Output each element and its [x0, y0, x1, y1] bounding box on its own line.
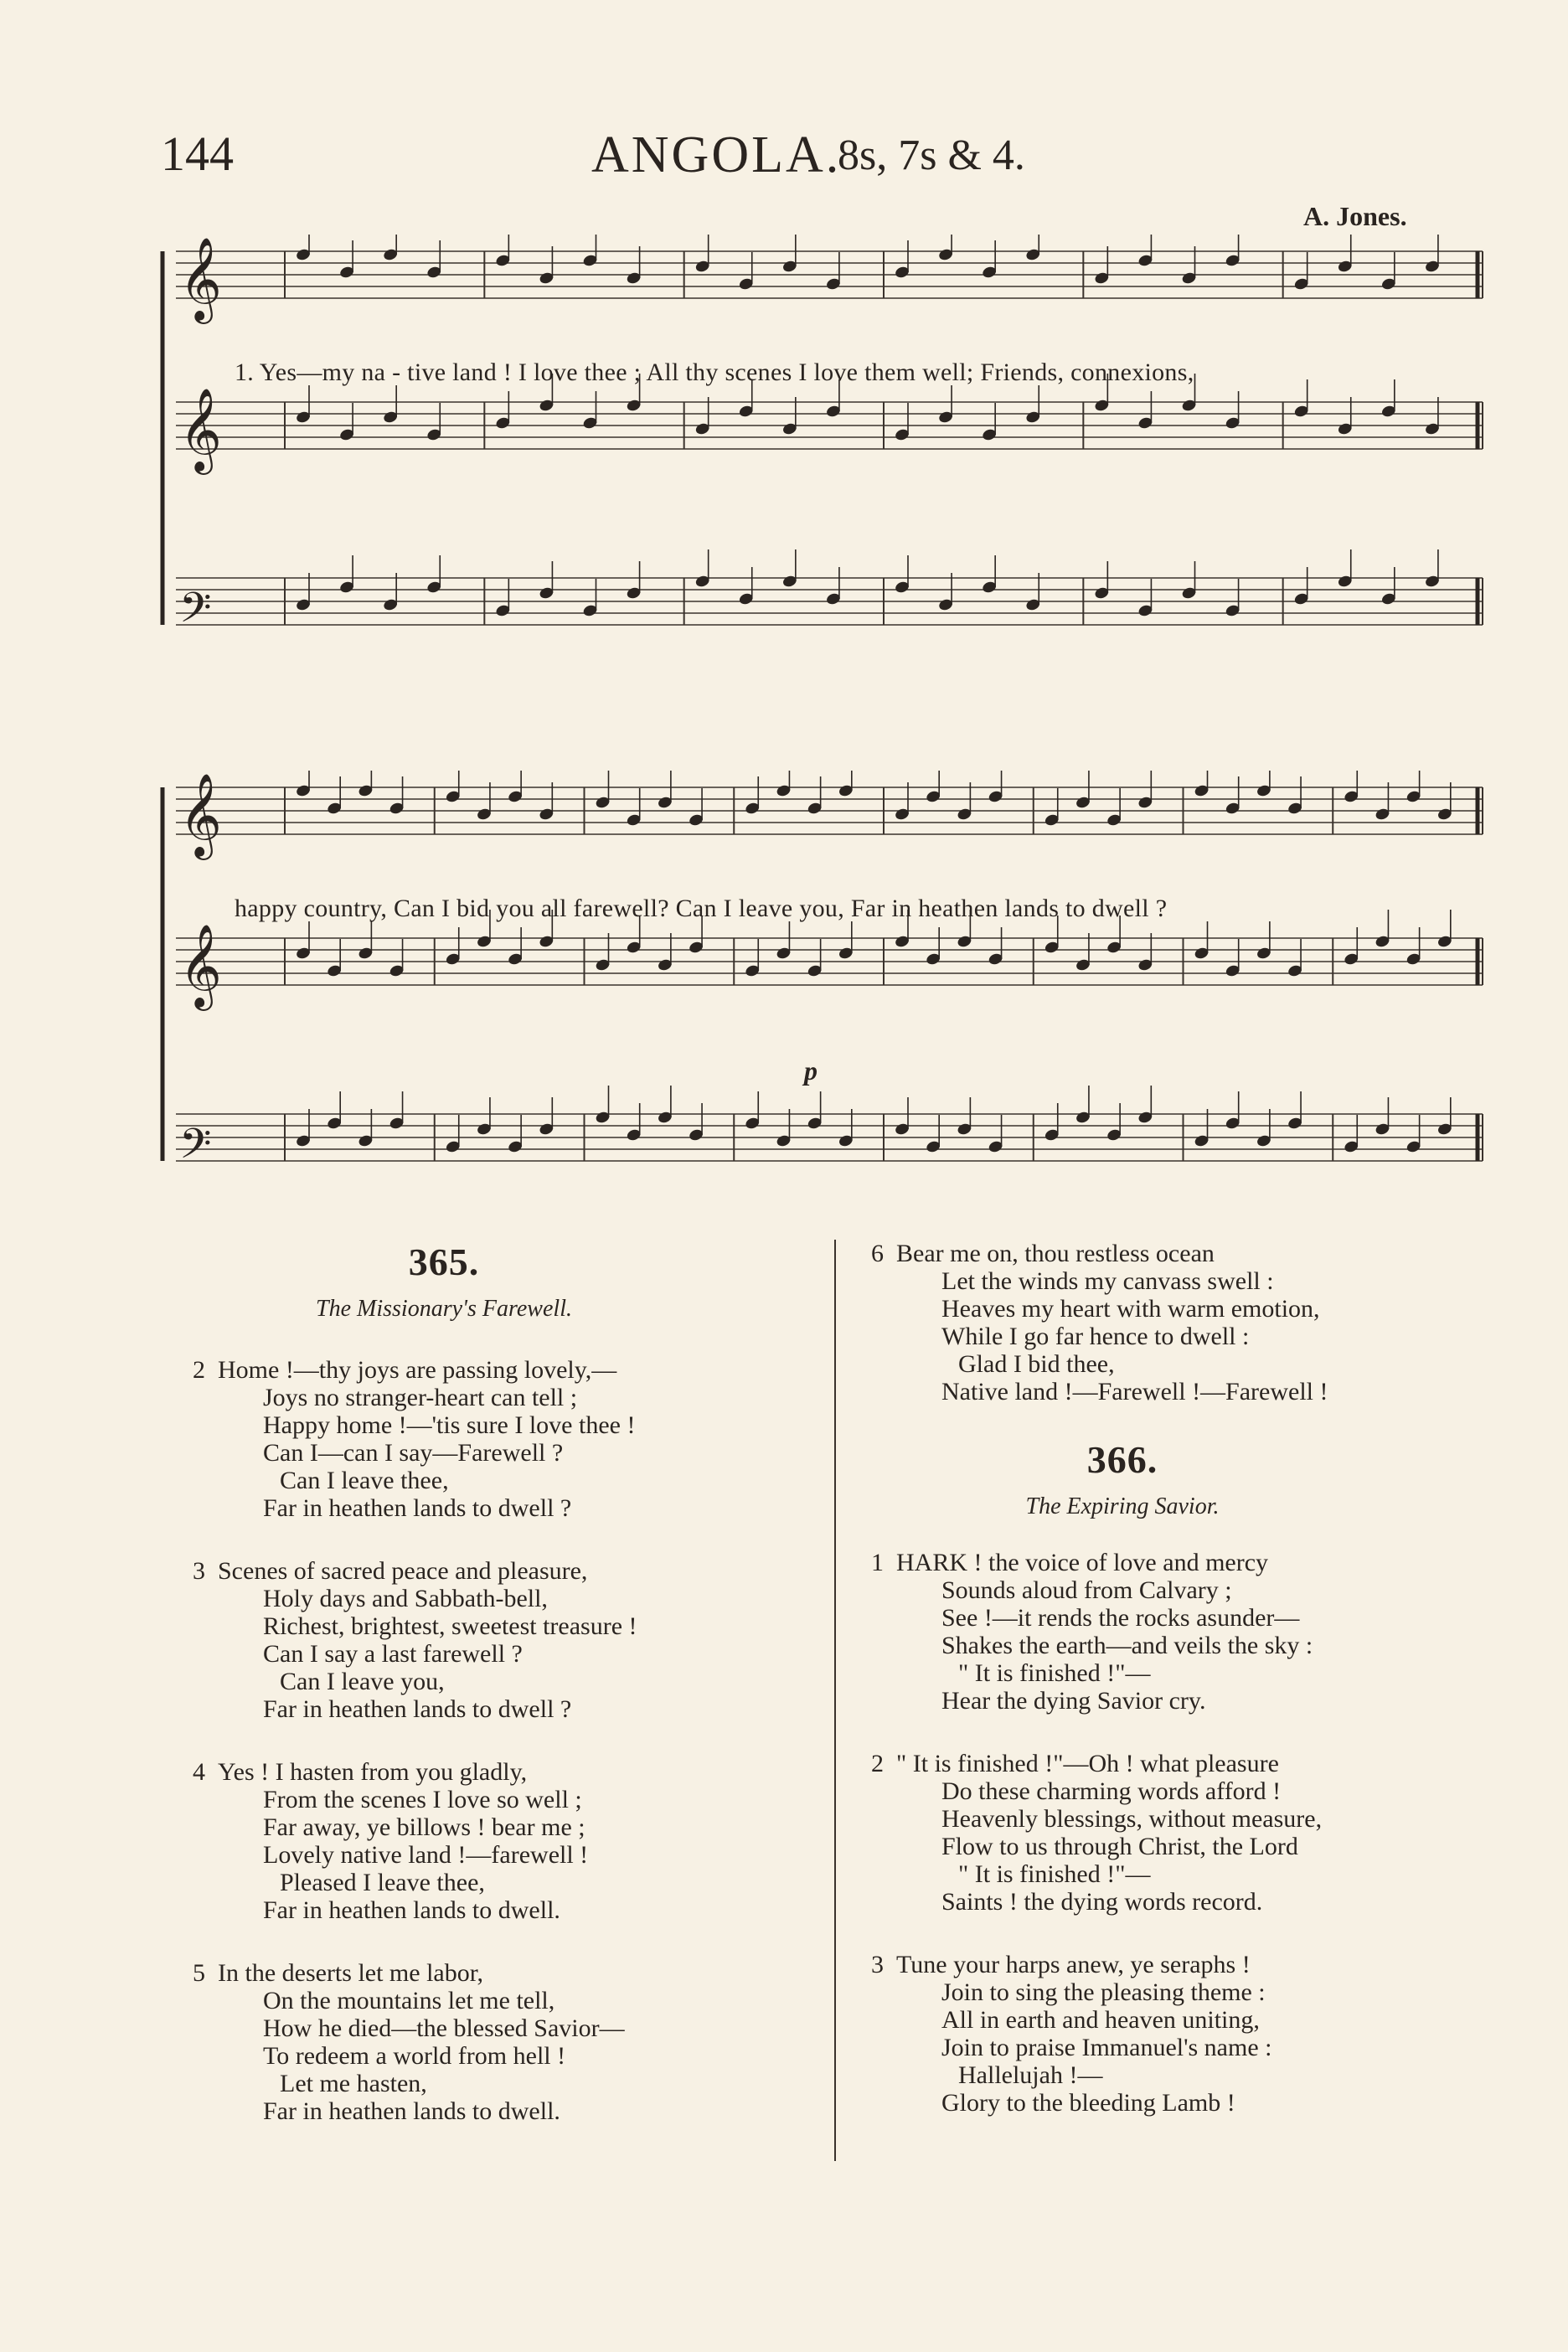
stanza: [193, 1356, 812, 1522]
verse-text: Can I leave you,: [280, 1668, 445, 1695]
page-number: 144: [161, 126, 234, 181]
verse-line: [193, 1786, 812, 1813]
verse-text: Home !—thy joys are passing lovely,—: [218, 1356, 617, 1384]
verse-line: [193, 1841, 812, 1869]
verse-line: [871, 1777, 1491, 1805]
verse-text: Pleased I leave thee,: [280, 1869, 485, 1896]
verse-text: Heavenly blessings, without measure,: [941, 1805, 1323, 1833]
verse-line: [871, 2089, 1491, 2117]
verse-text: Lovely native land !—farewell !: [263, 1841, 589, 1869]
page-header: [0, 126, 1568, 193]
verse-line: [193, 1640, 812, 1668]
verse-text: Join to sing the pleasing theme :: [941, 1978, 1266, 2006]
verse-line: [193, 1695, 812, 1723]
left-column: [193, 1240, 812, 2125]
verse-text: Far away, ye billows ! bear me ;: [263, 1813, 585, 1841]
stanza: [871, 1549, 1491, 1715]
verse-line: [871, 1350, 1491, 1378]
verse-text: On the mountains let me tell,: [263, 1987, 555, 2014]
verse-text: While I go far hence to dwell :: [941, 1323, 1250, 1350]
verse-line: [193, 1959, 812, 1987]
verse-line: [871, 1240, 1491, 1267]
verse-line: [193, 1384, 812, 1411]
hymn-365-stanzas: [193, 1356, 812, 2125]
verse-line: [871, 1687, 1491, 1715]
verse-text: Can I—can I say—Farewell ?: [263, 1439, 564, 1467]
verse-text: Scenes of sacred peace and pleasure,: [218, 1557, 588, 1585]
verse-text: HARK ! the voice of love and mercy: [896, 1549, 1269, 1576]
verse-line: [193, 2097, 812, 2125]
hymn-texts: [0, 1240, 1568, 2195]
verse-text: Do these charming words afford !: [941, 1777, 1282, 1805]
verse-text: Glory to the bleeding Lamb !: [941, 2089, 1235, 2117]
verse-text: Bear me on, thou restless ocean: [896, 1240, 1215, 1267]
verse-text: Hear the dying Savior cry.: [941, 1687, 1206, 1715]
stanza: [193, 1557, 812, 1723]
verse-text: Let me hasten,: [280, 2070, 427, 2097]
verse-text: See !—it rends the rocks asunder—: [941, 1604, 1300, 1632]
verse-text: Let the winds my canvass swell :: [941, 1267, 1274, 1295]
verse-text: To redeem a world from hell !: [263, 2042, 566, 2070]
verse-line: [193, 1439, 812, 1467]
verse-line: [193, 1869, 812, 1896]
verse-text: Tune your harps anew, ye seraphs !: [896, 1951, 1251, 1978]
score-system-2: [159, 771, 1499, 1206]
hymn-365-stanza-6: [871, 1240, 1491, 1406]
stanza: [193, 1959, 812, 2125]
verse-line: [871, 1888, 1491, 1916]
verse-text: Far in heathen lands to dwell ?: [263, 1494, 572, 1522]
verse-line: [871, 1378, 1491, 1406]
verse-line: [871, 1323, 1491, 1350]
verse-line: [871, 1632, 1491, 1659]
verse-text: Far in heathen lands to dwell.: [263, 1896, 560, 1924]
verse-text: Glad I bid thee,: [958, 1350, 1115, 1378]
composer: A. Jones.: [1303, 201, 1407, 231]
verse-text: Flow to us through Christ, the Lord: [941, 1833, 1298, 1860]
verse-line: [871, 1295, 1491, 1323]
verse-line: [193, 2042, 812, 2070]
stanza: [871, 1951, 1491, 2117]
verse-text: How he died—the blessed Savior—: [263, 2014, 625, 2042]
stanza-number: 3: [193, 1557, 205, 1585]
verse-text: Happy home !—'tis sure I love thee !: [263, 1411, 636, 1439]
verse-line: [193, 1813, 812, 1841]
verse-line: [193, 1758, 812, 1786]
lyric-line-1: 1. Yes—my na - tive land ! I love thee ; All thy scenes I love them well; Friends, connexions,: [235, 358, 1194, 386]
verse-text: Native land !—Farewell !—Farewell !: [941, 1378, 1328, 1406]
verse-text: All in earth and heaven uniting,: [941, 2006, 1260, 2034]
verse-line: [871, 2061, 1491, 2089]
verse-text: Far in heathen lands to dwell ?: [263, 1695, 572, 1723]
verse-text: Hallelujah !—: [958, 2061, 1103, 2089]
verse-line: [193, 1612, 812, 1640]
verse-text: In the deserts let me labor,: [218, 1959, 484, 1987]
verse-line: [193, 2014, 812, 2042]
verse-line: [193, 1896, 812, 1924]
verse-line: [871, 1750, 1491, 1777]
score-system-1: [159, 235, 1499, 670]
verse-line: [193, 1494, 812, 1522]
verse-line: [871, 2034, 1491, 2061]
meter: 8s, 7s & 4.: [838, 132, 1025, 179]
verse-line: [871, 1805, 1491, 1833]
verse-text: Can I leave thee,: [280, 1467, 449, 1494]
verse-text: Joys no stranger-heart can tell ;: [263, 1384, 578, 1411]
bass-clef-icon: 𝄢: [179, 1120, 212, 1179]
tune-name: ANGOLA.: [591, 126, 842, 183]
verse-line: [871, 1860, 1491, 1888]
verse-line: [871, 1576, 1491, 1604]
verse-line: [871, 1833, 1491, 1860]
verse-line: [193, 1356, 812, 1384]
verse-line: [871, 1659, 1491, 1687]
verse-text: Sounds aloud from Calvary ;: [941, 1576, 1232, 1604]
stanza: [871, 1240, 1491, 1406]
treble-clef-icon: 𝄞: [179, 773, 222, 857]
column-divider: [834, 1240, 836, 2161]
stanza-number: 3: [871, 1951, 884, 1978]
verse-text: Join to praise Immanuel's name :: [941, 2034, 1272, 2061]
verse-text: From the scenes I love so well ;: [263, 1786, 582, 1813]
treble-clef-icon: 𝄞: [179, 924, 222, 1008]
verse-line: [193, 1668, 812, 1695]
verse-line: [193, 1585, 812, 1612]
treble-clef-icon: 𝄞: [179, 388, 222, 472]
verse-text: Saints ! the dying words record.: [941, 1888, 1263, 1916]
verse-text: Heaves my heart with warm emotion,: [941, 1295, 1320, 1323]
verse-line: [193, 1411, 812, 1439]
hymn-title: The Expiring Savior.: [1025, 1493, 1220, 1519]
verse-line: [193, 2070, 812, 2097]
verse-line: [193, 1557, 812, 1585]
dynamic-mark: p: [804, 1055, 818, 1086]
stanza-number: 5: [193, 1959, 205, 1987]
verse-text: " It is finished !"—: [958, 1860, 1151, 1888]
music-staves-2: [159, 771, 1499, 1206]
stanza-number: 2: [193, 1356, 205, 1384]
hymn-365-heading: [193, 1240, 695, 1323]
verse-text: Far in heathen lands to dwell.: [263, 2097, 560, 2125]
verse-line: [871, 1549, 1491, 1576]
verse-text: Holy days and Sabbath-bell,: [263, 1585, 548, 1612]
hymn-title: The Missionary's Farewell.: [316, 1296, 572, 1322]
stanza: [193, 1758, 812, 1924]
verse-text: " It is finished !"—Oh ! what pleasure: [896, 1750, 1279, 1777]
verse-text: Can I say a last farewell ?: [263, 1640, 523, 1668]
stanza-number: 4: [193, 1758, 205, 1786]
verse-text: Shakes the earth—and veils the sky :: [941, 1632, 1313, 1659]
stanza-number: 2: [871, 1750, 884, 1777]
stanza-number: 1: [871, 1549, 884, 1576]
hymn-366-stanzas: [871, 1549, 1491, 2117]
hymn-number: 365.: [408, 1240, 480, 1283]
stanza: [871, 1750, 1491, 1916]
verse-line: [871, 2006, 1491, 2034]
verse-line: [871, 1951, 1491, 1978]
verse-line: [871, 1267, 1491, 1295]
treble-clef-icon: 𝄞: [179, 237, 222, 321]
verse-text: " It is finished !"—: [958, 1659, 1151, 1687]
hymn-number: 366.: [1086, 1438, 1158, 1481]
verse-text: Richest, brightest, sweetest treasure !: [263, 1612, 637, 1640]
verse-line: [871, 1604, 1491, 1632]
verse-line: [193, 1987, 812, 2014]
right-column: [871, 1240, 1491, 2117]
verse-line: [193, 1467, 812, 1494]
lyric-line-2: happy country, Can I bid you all farewell? Can I leave you, Far in heathen lands to dwell ?: [235, 895, 1168, 922]
bass-clef-icon: 𝄢: [179, 584, 212, 642]
verse-text: Yes ! I hasten from you gladly,: [218, 1758, 528, 1786]
music-staves-1: [159, 235, 1499, 670]
verse-line: [871, 1978, 1491, 2006]
stanza-number: 6: [871, 1240, 884, 1267]
hymn-366-heading: [871, 1437, 1374, 1520]
